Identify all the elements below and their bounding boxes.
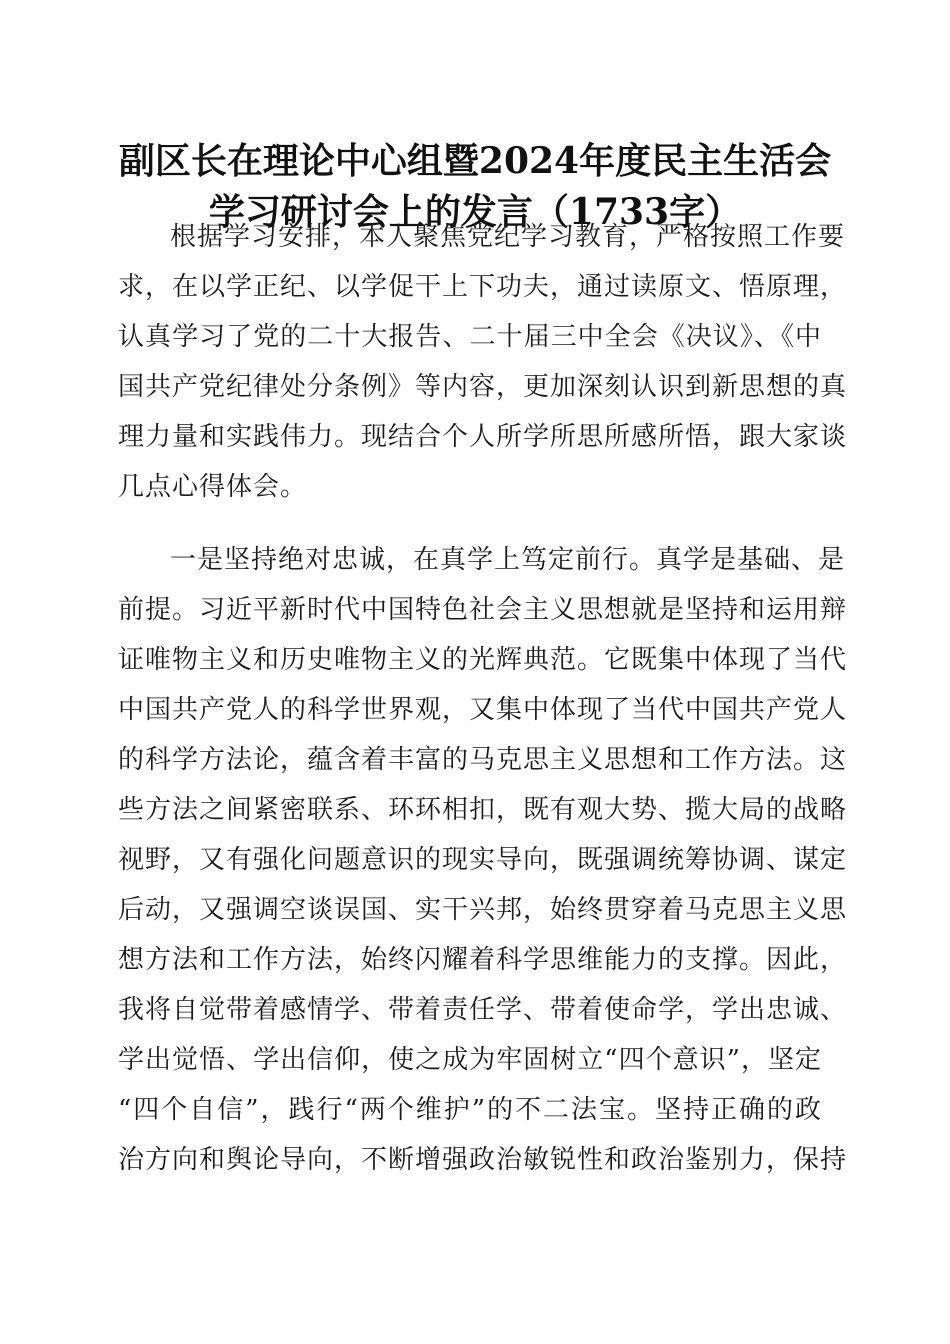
paragraph-2-line: 我将自觉带着感情学、带着责任学、带着使命学，学出忠诚、 bbox=[118, 995, 848, 1025]
paragraph-2-line: 治方向和舆论导向，不断增强政治敏锐性和政治鉴别力，保持 bbox=[118, 1145, 848, 1175]
paragraph-1-line: 求，在以学正纪、以学促干上下功夫，通过读原文、悟原理， bbox=[118, 272, 848, 302]
paragraph-2-line: 视野，又有强化问题意识的现实导向，既强调统筹协调、谋定 bbox=[118, 845, 848, 875]
paragraph-2-line: 的科学方法论，蕴含着丰富的马克思主义思想和工作方法。这 bbox=[118, 745, 848, 775]
paragraph-2-line: “四个自信”，践行“两个维护”的不二法宝。坚持正确的政 bbox=[118, 1095, 822, 1125]
paragraph-1-line: 认真学习了党的二十大报告、二十届三中全会《决议》、《中 bbox=[118, 322, 822, 352]
paragraph-2-line: 学出觉悟、学出信仰，使之成为牢固树立“四个意识”，坚定 bbox=[118, 1045, 822, 1075]
paragraph-2-line: 中国共产党人的科学世界观，又集中体现了当代中国共产党人 bbox=[118, 695, 848, 725]
paragraph-2-line: 证唯物主义和历史唯物主义的光辉典范。它既集中体现了当代 bbox=[118, 645, 848, 675]
paragraph-2-line: 些方法之间紧密联系、环环相扣，既有观大势、揽大局的战略 bbox=[118, 795, 848, 825]
paragraph-2-line: 想方法和工作方法，始终闪耀着科学思维能力的支撑。因此， bbox=[118, 945, 848, 975]
paragraph-1-line: 国共产党纪律处分条例》等内容，更加深刻认识到新思想的真 bbox=[118, 372, 848, 402]
paragraph-1-line: 理力量和实践伟力。现结合个人所学所思所感所悟，跟大家谈 bbox=[118, 422, 848, 452]
paragraph-2-line: 后动，又强调空谈误国、实干兴邦，始终贯穿着马克思主义思 bbox=[118, 895, 848, 925]
document-title-line-2: 学习研讨会上的发言（1733字） bbox=[208, 191, 742, 233]
paragraph-2-line: 一是坚持绝对忠诚，在真学上笃定前行。真学是基础、是 bbox=[170, 545, 846, 575]
document-title-line-1: 副区长在理论中心组暨2024年度民主生活会 bbox=[118, 140, 832, 182]
paragraph-1-line: 根据学习安排，本人聚焦党纪学习教育，严格按照工作要 bbox=[170, 222, 846, 252]
paragraph-2-line: 前提。习近平新时代中国特色社会主义思想就是坚持和运用辩 bbox=[118, 595, 848, 625]
paragraph-1-line: 几点心得体会。 bbox=[118, 472, 308, 502]
